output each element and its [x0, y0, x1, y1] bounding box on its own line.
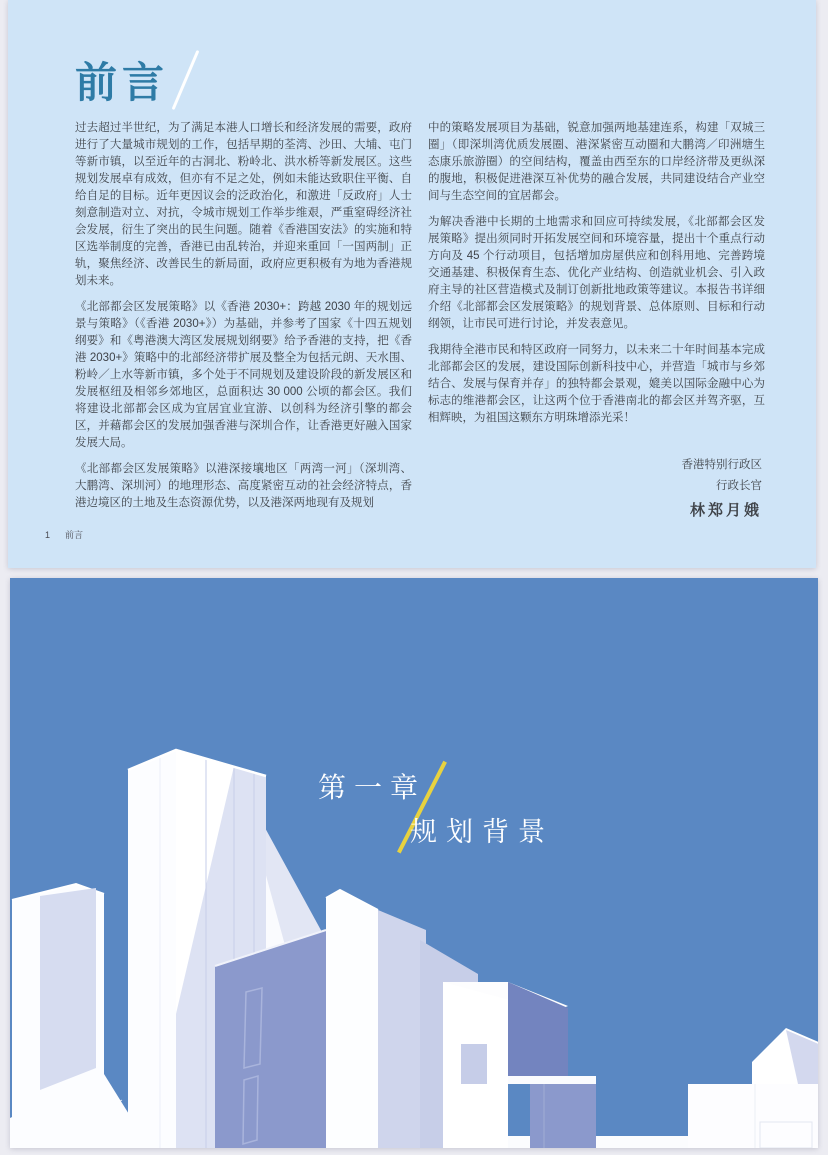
- chapter-number: 第一章: [318, 772, 427, 803]
- city-skyline-illustration: [10, 578, 818, 1148]
- signature-name: 林郑月娥: [689, 502, 762, 519]
- paragraph: 为解决香港中长期的土地需求和回应可持续发展，《北部都会区发展策略》提出须同时开拓发展空间和环境容量，提出十个重点行动方向及 45 个行动项目，包括增加房屋供应和创科用地、完善跨境交通基建、积极保育生态、优化产业结构、创造就业机会、引入政府主导的社区营造模式及制订创新批地政策等建议。本报告书详细介绍《北部都会区发展策略》的规划背景、总体原则、目标和行动纲领，让市民可进行讨论，并发表意见。: [428, 216, 765, 330]
- body-column-left: [75, 120, 412, 521]
- signature-region: 香港特别行政区: [681, 459, 762, 471]
- paragraph: 《北部都会区发展策略》以《香港 2030+：跨越 2030 年的规划远景与策略》（《香港 2030+》）为基础，并参考了国家《十四五规划纲要》和《粤港澳大湾区发展规划纲要》给予香港的支持，把《香港 2030+》策略中的北部经济带扩展及整全为包括元朗、天水围、粉岭／上水等新市镇，多个处于不同规划及建设阶段的新发展区和发展枢纽及相邻乡郊地区，总面积达 30 000 公顷的都会区。我们将建设北部都会区成为宜居宜业宜游、以创科为经济引擎的都会区，并藉都会区的发展加强香港与深圳合作，让香港更好融入国家发展大局。: [75, 301, 412, 449]
- paragraph: 我期待全港市民和特区政府一同努力，以未来二十年时间基本完成北部都会区的发展，建设国际创新科技中心，并营造「城市与乡郊结合、发展与保育并存」的独特都会景观，媲美以国际金融中心为标志的维港都会区，让这两个位于香港南北的都会区并驾齐驱，互相辉映，为祖国这颗东方明珠增添光采！: [428, 344, 765, 424]
- signature-block: [682, 455, 763, 521]
- page-title: 前言: [75, 59, 170, 106]
- chapter-title: 规划背景: [410, 817, 554, 847]
- footer-section-label: 前言: [65, 530, 84, 540]
- title-slash-decoration: [172, 50, 200, 110]
- signature-office: 行政长官: [716, 480, 762, 492]
- footer-page-number: 1: [45, 530, 51, 540]
- document-page-chapter-divider: [10, 578, 818, 1148]
- paragraph: 过去超过半世纪，为了满足本港人口增长和经济发展的需要，政府进行了大量城市规划的工作，包括早期的荃湾、沙田、大埔、屯门等新市镇，以至近年的古洞北、粉岭北、洪水桥等新发展区。这些规划发展卓有成效，但亦有不足之处，例如未能达致职住平衡、自给自足的目标。近年更因议会的泛政治化，和激进「反政府」人士刻意制造对立、对抗，令城市规划工作举步维艰，严重窒碍经济社会发展，衍生了突出的民生问题。随着《香港国安法》的实施和特区选举制度的完善，香港已由乱转治，并迎来重回「一国两制」正轨，聚焦经济、改善民生的新局面，政府应更积极有为地为香港规划未来。: [75, 122, 412, 287]
- paragraph: 中的策略发展项目为基础，锐意加强两地基建连系，构建「双城三圈」（即深圳湾优质发展圈、港深紧密互动圈和大鹏湾／印洲塘生态康乐旅游圈）的空间结构，覆盖由西至东的口岸经济带及更纵深的腹地，积极促进港深互补优势的融合发展，共同建设结合产业空间与生态空间的宜居都会。: [428, 122, 765, 202]
- document-page-preface: [8, 0, 816, 568]
- body-columns: [75, 120, 765, 521]
- paragraph: 《北部都会区发展策略》以港深接壤地区「两湾一河」（深圳湾、大鹏湾、深圳河）的地理形态、高度紧密互动的社会经济特点，香港边境区的土地及生态资源优势，以及港深两地现有及规划: [75, 463, 412, 509]
- page-footer: [45, 528, 83, 541]
